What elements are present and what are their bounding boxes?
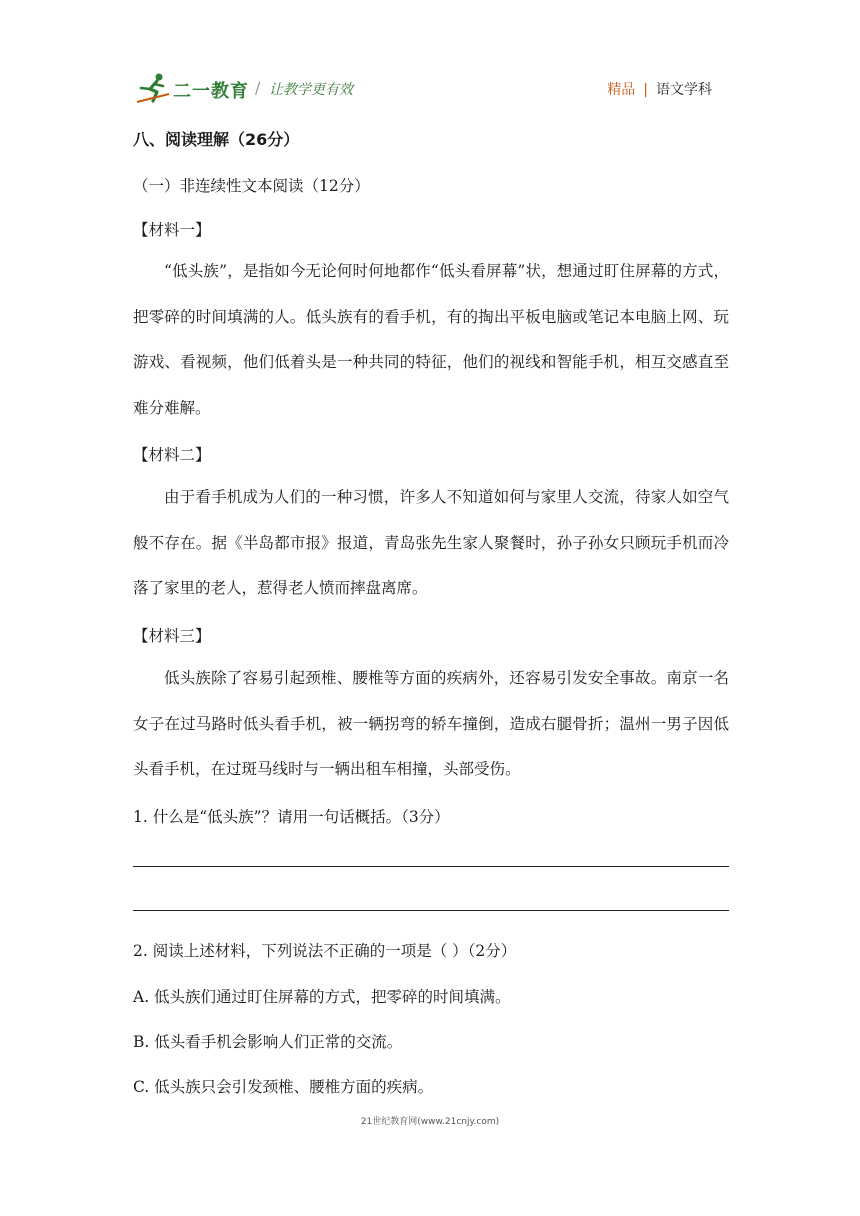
option-a: A. 低头族们通过盯住屏幕的方式，把零碎的时间填满。 xyxy=(133,988,511,1006)
quality-label: 精品 xyxy=(607,82,636,98)
logo-text: 二一教育 xyxy=(173,81,249,102)
answer-line-1[interactable] xyxy=(133,866,729,867)
question-1: 1. 什么是“低头族”？请用一句话概括。（3分） xyxy=(133,808,450,826)
option-c: C. 低头族只会引发颈椎、腰椎方面的疾病。 xyxy=(133,1078,434,1096)
option-b: B. 低头看手机会影响人们正常的交流。 xyxy=(133,1033,403,1051)
answer-line-2[interactable] xyxy=(133,910,729,911)
question-2: 2. 阅读上述材料，下列说法不正确的一项是（ ）（2分） xyxy=(133,942,517,960)
subject-label: 语文学科 xyxy=(656,82,712,98)
section-subtitle: （一）非连续性文本阅读（12分） xyxy=(133,177,370,195)
section-title: 八、阅读理解（26分） xyxy=(133,130,300,149)
header-slogan: 让教学更有效 xyxy=(269,82,353,98)
page-header xyxy=(135,72,730,106)
page-footer: 21世纪教育网(www.21cnjy.com) xyxy=(360,1117,500,1127)
material-1-text: “低头族”，是指如今无论何时何地都作“低头看屏幕”状，想通过盯住屏幕的方式，把零碎的时间填满的人。低头族有的看手机，有的掏出平板电脑或笔记本电脑上网、玩游戏、看视频，他们低着头是一种共同的特征，他们的视线和智能手机，相互交感直至难分难解。 xyxy=(133,262,729,417)
material-3-label: 【材料三】 xyxy=(133,627,211,645)
subject-tag xyxy=(607,79,712,99)
runner-logo-icon xyxy=(135,72,171,104)
header-separator: / xyxy=(255,78,261,97)
material-1-label: 【材料一】 xyxy=(133,221,211,239)
tag-divider: | xyxy=(643,82,648,98)
material-3-text: 低头族除了容易引起颈椎、腰椎等方面的疾病外，还容易引发安全事故。南京一名女子在过马路时低头看手机，被一辆拐弯的轿车撞倒，造成右腿骨折；温州一男子因低头看手机，在过斑马线时与一辆出租车相撞，头部受伤。 xyxy=(133,669,729,778)
material-2-label: 【材料二】 xyxy=(133,446,211,464)
material-2-text: 由于看手机成为人们的一种习惯，许多人不知道如何与家里人交流，待家人如空气般不存在。据《半岛都市报》报道，青岛张先生家人聚餐时，孙子孙女只顾玩手机而冷落了家里的老人，惹得老人愤而摔盘离席。 xyxy=(133,488,729,597)
